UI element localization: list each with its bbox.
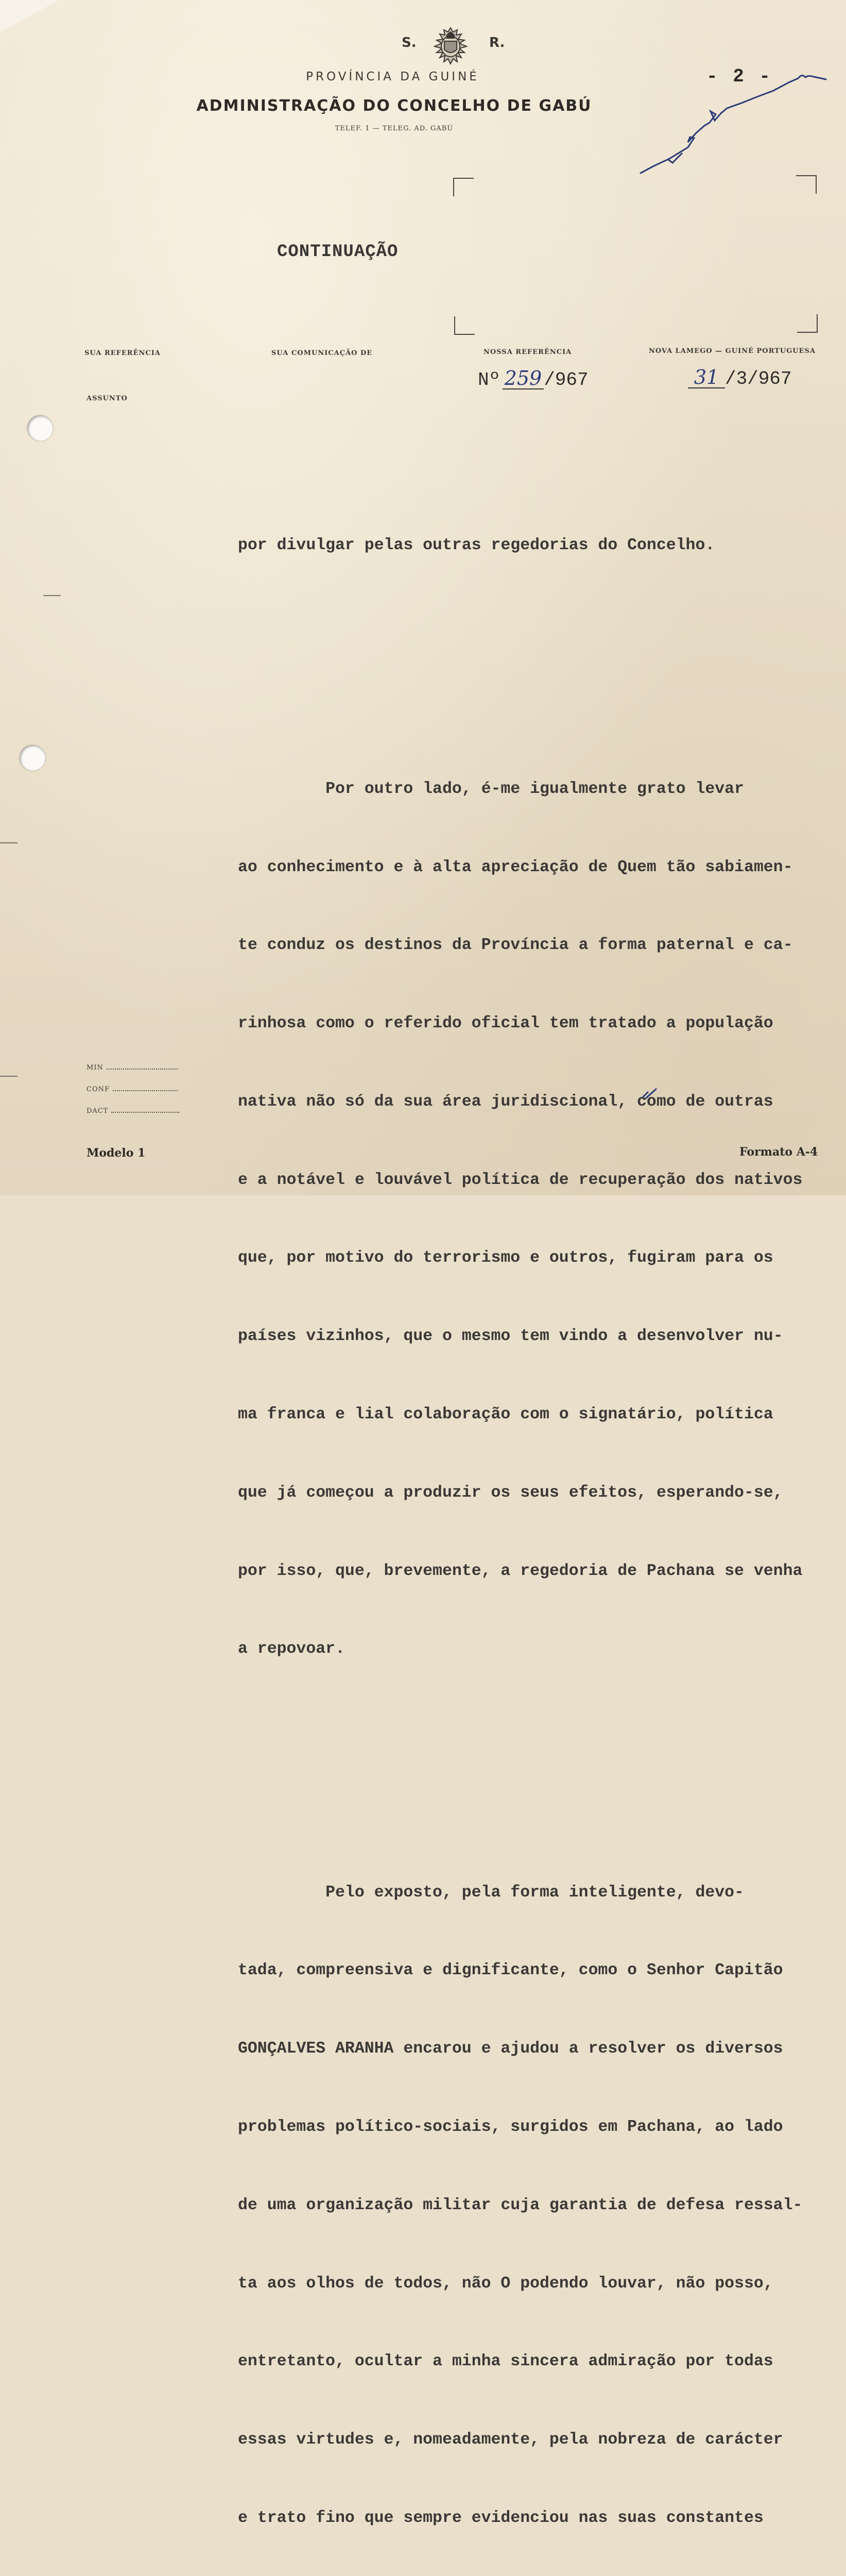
handwritten-mark [638, 72, 834, 180]
administration-heading: ADMINISTRAÇÃO DO CONCELHO DE GABÚ [196, 97, 592, 115]
label-sua-referencia: SUA REFERÊNCIA [84, 349, 161, 357]
control-field-dact [87, 1107, 179, 1115]
punch-hole-bottom [20, 745, 45, 771]
label-place: NOVA LAMEGO — GUINÉ PORTUGUESA [649, 347, 816, 355]
punch-hole-top [27, 415, 53, 441]
control-field-conf [87, 1085, 178, 1093]
body-line: e a notável e louvável política de recuperação dos nativos [238, 1171, 803, 1189]
body-line: ma franca e lial colaboração com o signatário, política [238, 1405, 773, 1423]
body-line: rinhosa como o referido oficial tem tratado a população [238, 1014, 773, 1033]
body-line: tada, compreensiva e dignificante, como o Senhor Capitão [238, 1961, 783, 1980]
body-line: de uma organização militar cuja garantia de defesa ressal- [238, 2196, 803, 2214]
label-sua-comunicacao: SUA COMUNICAÇÃO DE [271, 349, 373, 357]
reference-number-prefix: Nº [478, 369, 500, 391]
body-line: países vizinhos, que o mesmo tem vindo a desenvolver nu- [238, 1327, 783, 1346]
reference-number [478, 368, 589, 391]
date-day-handwritten: 31 [688, 367, 725, 388]
body-line: por divulgar pelas outras regedorias do Concelho. [238, 536, 715, 555]
window-corner-bottom-left [454, 316, 475, 335]
body-line: Por outro lado, é-me igualmente grato levar [238, 779, 744, 798]
body-line: essas virtudes e, nomeadamente, pela nobreza de carácter [238, 2431, 783, 2449]
body-line: a repovoar. [238, 1640, 345, 1658]
coat-of-arms-seal [427, 26, 474, 66]
label-assunto: ASSUNTO [87, 395, 128, 402]
control-field-min [87, 1063, 178, 1072]
letter-body [238, 429, 845, 2576]
folded-corner [0, 0, 59, 32]
page-number: - 2 - [706, 66, 773, 87]
paragraph-2 [238, 724, 845, 1715]
fold-mark [43, 595, 61, 596]
continuation-title: CONTINUAÇÃO [277, 242, 399, 262]
label-nossa-referencia: NOSSA REFERÊNCIA [484, 348, 572, 356]
reference-number-year: /967 [544, 369, 589, 391]
date-month-year: /3/967 [725, 368, 792, 389]
body-line: te conduz os destinos da Província a forma paternal e ca- [238, 936, 793, 955]
paragraph-1 [238, 481, 845, 611]
control-label-dact: DACT [87, 1107, 109, 1115]
window-corner-bottom-right [797, 314, 818, 333]
handwritten-end-mark [641, 1085, 659, 1100]
footer-model: Modelo 1 [87, 1146, 146, 1160]
footer-format: Formato A-4 [739, 1145, 818, 1159]
body-line: ao conhecimento e à alta apreciação de Quem tão sabiamen- [238, 858, 793, 876]
control-label-conf: CONF [87, 1086, 110, 1093]
body-line: entretanto, ocultar a minha sincera admiração por todas [238, 2352, 773, 2371]
body-line: que, por motivo do terrorismo e outros, fugiram para os [238, 1249, 773, 1267]
telephone-line: TELEF. 1 — TELEG. AD. GABÚ [335, 125, 454, 132]
seal-letter-s: S. [402, 35, 417, 50]
body-line: ta aos olhos de todos, não O podendo louvar, não posso, [238, 2274, 773, 2293]
paragraph-3 [238, 1827, 845, 2576]
body-line: Pelo exposto, pela forma inteligente, devo- [238, 1883, 744, 1902]
window-corner-top-right [796, 175, 817, 194]
body-line: nativa não só da sua área juridiscional, como de outras [238, 1092, 773, 1111]
fold-mark [0, 1076, 18, 1077]
control-label-min: MIN [87, 1064, 103, 1072]
seal-letter-r: R. [489, 35, 505, 50]
body-line: que já começou a produzir os seus efeitos, esperando-se, [238, 1483, 783, 1502]
body-line: e trato fino que sempre evidenciou nas suas constantes [238, 2509, 764, 2527]
body-line: por isso, que, brevemente, a regedoria de Pachana se venha [238, 1562, 803, 1580]
window-corner-top-left [453, 178, 474, 196]
reference-number-handwritten: 259 [503, 368, 544, 389]
province-heading: PROVÍNCIA DA GUINÉ [306, 70, 479, 83]
fold-mark [0, 842, 18, 843]
body-line: problemas político-sociais, surgidos em Pachana, ao lado [238, 2118, 783, 2136]
body-line: GONÇALVES ARANHA encarou e ajudou a resolver os diversos [238, 2040, 783, 2058]
document-date [688, 367, 792, 389]
